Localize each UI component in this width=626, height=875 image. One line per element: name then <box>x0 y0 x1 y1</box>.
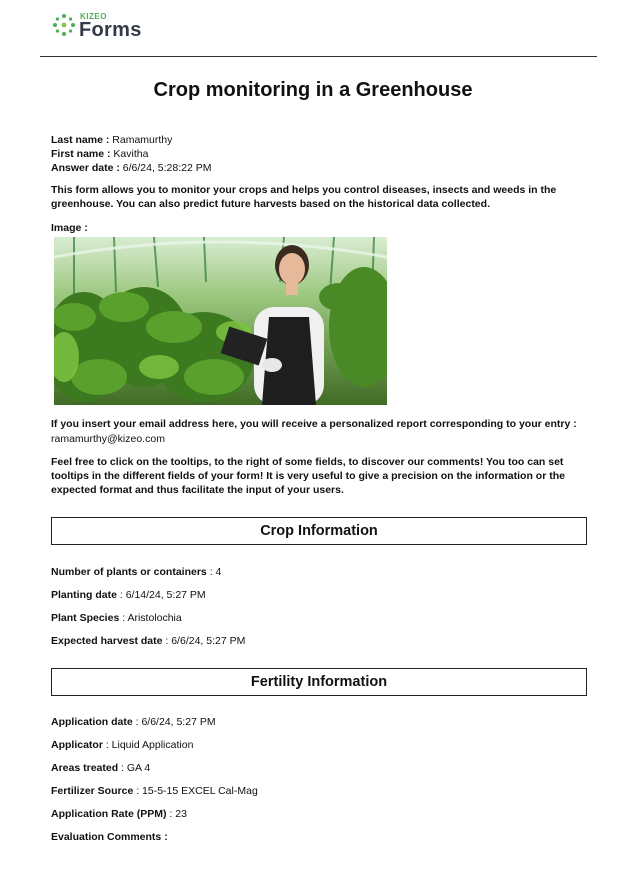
answer-date-label: Answer date : <box>51 162 120 174</box>
applicator-value: : Liquid Application <box>102 739 194 751</box>
plant-species-value: : Aristolochia <box>119 612 182 624</box>
planting-date-value: : 6/14/24, 5:27 PM <box>116 589 206 601</box>
form-description: This form allows you to monitor your crops and helps you control diseases, insects and weeds in the greenhouse. You can also predict future harvests based on the historical data collected. <box>51 184 557 210</box>
header-divider <box>40 56 597 57</box>
logo-big-text: Forms <box>79 19 142 41</box>
email-question: If you insert your email address here, you will receive a personalized report corresponding to your entry : <box>51 418 577 430</box>
plant-species-field <box>51 611 182 625</box>
fertilizer-source-field <box>51 784 258 798</box>
plants-count-field <box>51 565 221 579</box>
application-date-field <box>51 715 216 729</box>
applicator-label: Applicator <box>51 739 103 751</box>
application-rate-label: Application Rate (PPM) <box>51 808 167 820</box>
areas-treated-field <box>51 761 150 775</box>
plant-species-label: Plant Species <box>51 612 120 624</box>
areas-treated-value: : GA 4 <box>118 762 151 774</box>
last-name-line <box>51 133 571 147</box>
plants-count-value: : 4 <box>206 566 222 578</box>
kizeo-logo-icon <box>52 13 76 37</box>
plants-count-label: Number of plants or containers <box>51 566 207 578</box>
respondent-info <box>51 133 571 175</box>
first-name-line <box>51 147 571 161</box>
last-name-value: Ramamurthy <box>109 134 173 146</box>
harvest-date-value: : 6/6/24, 5:27 PM <box>162 635 246 647</box>
greenhouse-photo <box>54 237 387 405</box>
application-date-value: : 6/6/24, 5:27 PM <box>132 716 216 728</box>
first-name-value: Kavitha <box>110 148 149 160</box>
kizeo-forms-logo <box>52 12 152 40</box>
last-name-label: Last name : <box>51 134 110 146</box>
email-value: ramamurthy@kizeo.com <box>51 433 165 445</box>
application-date-label: Application date <box>51 716 133 728</box>
first-name-label: First name : <box>51 148 111 160</box>
application-rate-field <box>51 807 187 821</box>
fertilizer-source-value: : 15-5-15 EXCEL Cal-Mag <box>133 785 258 797</box>
crop-information-heading: Crop Information <box>51 517 587 545</box>
harvest-date-field <box>51 634 245 648</box>
answer-date-value: 6/6/24, 5:28:22 PM <box>119 162 212 174</box>
harvest-date-label: Expected harvest date <box>51 635 163 647</box>
application-rate-value: : 23 <box>166 808 187 820</box>
areas-treated-label: Areas treated <box>51 762 119 774</box>
page-title: Crop monitoring in a Greenhouse <box>153 79 473 101</box>
fertilizer-source-label: Fertilizer Source <box>51 785 134 797</box>
answer-date-line <box>51 161 571 175</box>
tooltips-note: Feel free to click on the tooltips, to the right of some fields, to discover our comments! You too can set tooltips in the different fields of your form! It is very useful to give a precision on the information or the expected format and thus facilitate the input of your users. <box>51 456 565 496</box>
image-label: Image : <box>51 222 88 234</box>
evaluation-comments-label: Evaluation Comments : <box>51 831 168 843</box>
planting-date-field <box>51 588 206 602</box>
fertility-information-heading: Fertility Information <box>51 668 587 696</box>
evaluation-comments-field <box>51 830 168 844</box>
logo-small-text: KIZEO <box>80 12 107 21</box>
planting-date-label: Planting date <box>51 589 117 601</box>
applicator-field <box>51 738 193 752</box>
